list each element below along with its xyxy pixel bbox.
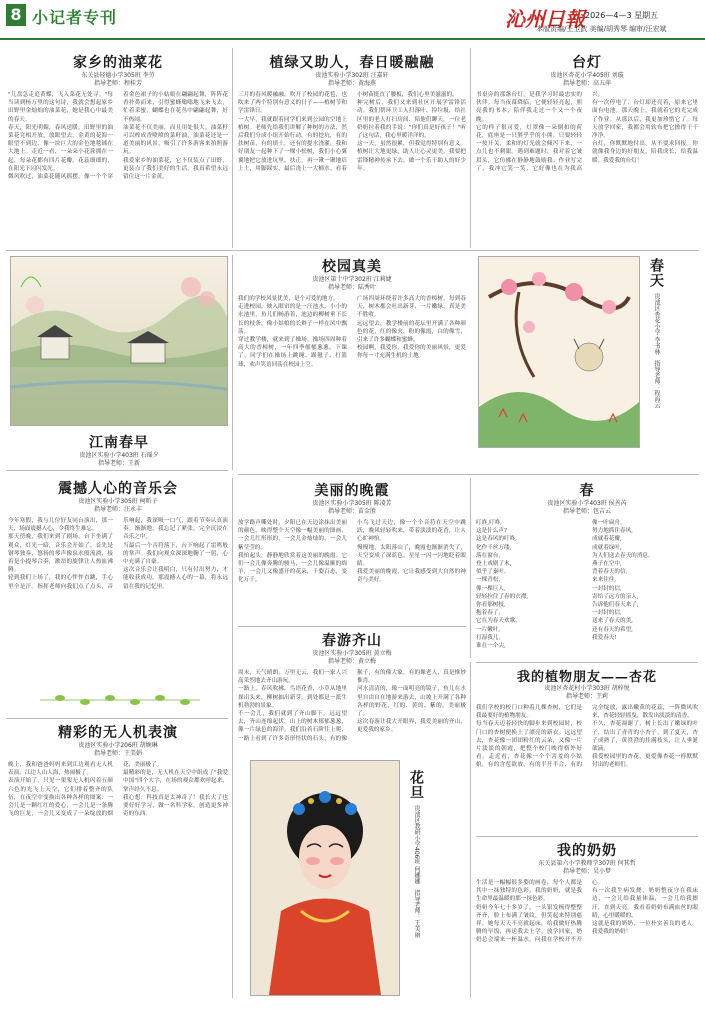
- divider: [232, 48, 233, 248]
- teacher: 指导老师：王美丽: [413, 889, 420, 938]
- divider: [470, 478, 471, 658]
- article-drone-show: [8, 722, 228, 999]
- author: 贵池区实验小学403班 侯善芮: [547, 500, 627, 507]
- author: 贵池区杏花村小学303班 胡梓悦: [544, 685, 630, 692]
- article-title: 精彩的无人机表演: [58, 725, 178, 741]
- teacher: 指导老师：高五萍: [562, 80, 611, 87]
- divider: [238, 474, 699, 475]
- article-spring-poem: [476, 480, 698, 671]
- article-body: 我们学校的校门口种着几棵杏树，它们是我最要好的植物朋友。 每当春天迈着轻快的脚步来到校园时，校门口的杏树便换上了漂亮的新衣。远远望去，杏花像一团团粉红的云朵，又像一片片淡淡的朝霞，把整个校门映得格外好看。走近看，杏花像一个个害羞的小姑娘，有的含苞欲放，有的半开半合，有的完全绽放，露出嫩黄的花蕊，一阵微风吹来，杏花轻轻摇曳，散发出淡淡的清香。 不久，杏花凋谢了，树上长出了嫩绿的叶子，结出了青青的小杏子。到了夏天，杏子成熟了，黄澄澄的挂满枝头，让人垂涎欲滴。 我爱校园里的杏花，更爱像杏花一样默默付出的老师们。: [476, 705, 698, 769]
- divider: [238, 626, 466, 627]
- article-body: 晚上，我和爸爸妈妈来到江边观看无人机表演。江边人山人海，热闹极了。 表演开始了，只见一架架无人机闪着五颜六色的光飞上天空，它们排着整齐的队伍，在夜空中变换出各种各样的图案：一会儿是一颗红红的爱心，一会儿是一条腾飞的巨龙，一会儿又变成了一朵绽放的烟花，美丽极了。 最精彩的是，无人机在天空中组成了"我爱中国"四个大字，在场的观众都欢呼起来，掌声经久不息。 我心想：科技真是太神奇了！我长大了也要好好学习，做一名科学家，创造更多神奇的东西。: [8, 762, 228, 818]
- author: 贵池区教研小学406班 何娜娜: [413, 805, 420, 885]
- teacher: 指导老师：汪永丰: [93, 506, 142, 513]
- divider: [470, 48, 471, 248]
- divider: [6, 250, 699, 251]
- article-title: 我的奶奶: [557, 843, 617, 859]
- article-body: 我们的学校风景优美，是个可爱的地方。 走进校园，映入眼帘的是一汪池水，小小的水池里，鱼儿们畅游着，池边的柳树垂下长长的枝条，像小姑娘的长辫子一样在风中飘荡。 穿过教学楼，就来到了操场。操场四周种着高大的香樟树，一年四季郁郁葱葱。下课了，同学们在操场上跳绳、踢毽子、打篮球，欢声笑语回荡在校园上空。 广场四周环绕着许多高大的香樟树，每到春天，树木都会吐出新芽，一片嫩绿，真是美不胜收。 远远望去，教学楼前的花坛里开满了各种颜色的花，红的像火，粉的像霞，白的像雪，引来了许多蝴蝶和蜜蜂。 校园啊，我爱你，我爱你的美丽风景，更爱你每一寸充满生机的土地。: [238, 296, 466, 368]
- teacher: 指导老师：王莉: [565, 693, 608, 700]
- article-body: 今年寒假，我与几位好友同台演出，那一天，场面震撼人心，令我终生难忘。 那天傍晚，我们来到了剧场，台下坐满了观众，灯光一暗，音乐会开始了。首先是钢琴独奏，悠扬的琴声像泉水般流淌，接着是小提琴合奏，激昂的旋律让人热血沸腾。 轮到我们上场了，我的心怦怦直跳，手心里全是汗。指挥老师向我们点了点头，音乐响起，我深吸一口气，跟着节奏认真演奏。渐渐地，我忘记了紧张，完全沉浸在音乐之中。 当最后一个音符落下，台下响起了雷鸣般的掌声。我们向观众深深地鞠了一躬，心中充满了自豪。 这次音乐会让我明白，只有付出努力，才能收获成功。那震撼人心的一幕，将永远留在我的记忆里。: [8, 518, 228, 590]
- article-title: 校园真美: [322, 259, 382, 275]
- author: 东关县轻德小学305班 李劳: [81, 72, 155, 79]
- article-planting: [238, 52, 466, 211]
- painting-spring-scene: [479, 257, 639, 447]
- caption-spring: [646, 258, 666, 448]
- painting-jiangnan-spring: [10, 256, 228, 426]
- section-title: 小记者专刊: [32, 8, 118, 27]
- teacher: 指导老师：苗金胜: [327, 508, 376, 515]
- teacher: 指导老师：黄海燕: [327, 80, 376, 87]
- painting-scene: [11, 257, 227, 425]
- painting-spring: [478, 256, 640, 448]
- teacher: 指导老师：程桂芳: [93, 80, 142, 87]
- article-concert: [8, 478, 228, 687]
- teacher: 指导老师：吴小梦: [562, 868, 611, 875]
- article-grandma: [476, 840, 698, 1014]
- painting-huadan: [250, 760, 400, 996]
- author: 贵池区杏花小学 李书林: [653, 293, 660, 356]
- opera-mask-figure: [251, 761, 399, 995]
- article-title: 震撼人心的音乐会: [58, 481, 178, 497]
- article-qishan: [238, 630, 466, 779]
- divider: [232, 255, 233, 470]
- author: 贵池区实验小学403班 石瑶夕: [79, 452, 159, 459]
- article-title: 春游齐山: [322, 633, 382, 649]
- newspaper-logo: 沁州日報: [505, 7, 585, 31]
- article-title: 我的植物朋友——杏花: [516, 670, 657, 685]
- author: 贵池区实验小学305班 黄立梅: [312, 650, 392, 657]
- article-body: "儿盘急走追黄蝶，飞入菜花无处寻。"每当读到杨万里的这句诗，我就会想起家乡田野里金灿灿的油菜花，她是我心中最美的春天。 春天，阳光明媚，春风送暖。田野里的油菜花竞相开放，放眼望去，金黄的花海一眼望不到边，像一块巨大的金色地毯铺在大地上。走近一看，一朵朵小花簇拥在一起，每朵花都有四片花瓣，花蕊细细的，在阳光下闪闪发光。 微风吹过，油菜花随风摇摆，像一个个穿着金色裙子的小姑娘在翩翩起舞，阵阵花香扑鼻而来，引得蜜蜂嗡嗡地飞来飞去，忙着采蜜，蝴蝶也在花丛中翩翩起舞，好不热闹。 油菜花不仅美丽，而且用处很大。油菜籽可以榨成香喷喷的菜籽油，油菜花还是一道美丽的风景，吸引了许多游客来拍照游玩。 我爱家乡的油菜花，它不仅装点了田野，更装点了我们美好的生活，我真希望永远留住这一片金黄。: [8, 92, 228, 181]
- author: 贵池区实验小学206班 胡婉琳: [78, 742, 158, 749]
- author: 贵池区杏花小学405班 刘璇: [550, 72, 624, 79]
- article-apricot: [476, 666, 698, 844]
- article-lamp: [476, 52, 698, 241]
- teacher: 指导老师：程海云: [653, 360, 660, 409]
- caption-huadan: [406, 770, 426, 990]
- article-sunset: [238, 480, 466, 637]
- divider: [476, 836, 698, 837]
- artwork-title: 江南春早: [89, 435, 149, 451]
- poem-body: 叮咚,叮咚, 这是什么声? 这是春风的叮咚, 化作千丝万缕, 落在窗台, 登上戏剧了木, 似乎了秦叶。 一棵青松, 像一棵巨人, 轻轻拉住了春的衣襟, 你看那树枝, 抱着春了, 它在为春天欢歌。 一片嫩叶, 打湿我儿, 谁在一个尖, 像一叶扁舟。 努力地抓住春风, 成就着花瓣, 成就着绿叶, 为人们送去春天的消息。 燕子在空中, 背着春天的信, 来来往往, 一封封的信, 寄给了远方的亲人, 告诉他们春天来了, 一封封的信, 送来了春天的美, 还有春天的希望, 我爱春天!: [476, 520, 654, 650]
- article-title: 美丽的晚霞: [314, 483, 390, 499]
- teacher: 指导老师：包吉云: [562, 508, 611, 515]
- issue-date: 2026—4—3 星期五: [585, 11, 659, 20]
- author: 东关县第六小学教师学307班 何其哲: [538, 860, 636, 867]
- author: 贵池区第十中学302班 江莉婕: [312, 276, 392, 283]
- editors-line: 本版责编/王卫武 美编/胡秀琴 编审/汪宏斌: [536, 25, 667, 33]
- article-title: 春: [579, 483, 595, 499]
- artwork-title: 春天: [648, 258, 664, 288]
- divider: [6, 470, 228, 471]
- divider: [476, 662, 698, 663]
- author: 贵池实验小学302班 汪嘉轩: [315, 72, 389, 79]
- article-campus: [238, 256, 466, 467]
- teacher: 指导老师：王美娟: [93, 750, 142, 757]
- teacher: 指导老师：黄立梅: [327, 658, 376, 665]
- article-oil-flower: [8, 52, 228, 199]
- divider: [232, 478, 233, 998]
- artwork-title: 花旦: [408, 770, 424, 800]
- article-title: 植绿又助人，春日暖融融: [269, 55, 435, 71]
- author: 贵池区实验小学305班 陈凌芳: [312, 500, 392, 507]
- article-body: 生活是一幅幅很多姿的画卷，每个人都是其中一抹独特的色彩。我的奶奶，就是我生命里最温暖的那一抹色彩。 奶奶今年七十多岁了，一头银发梳得整整齐齐，脸上布满了皱纹，但笑起来特别慈祥。她每天天不亮就起床，给我做好热腾腾的早饭，再送我去上学。放学回家，奶奶总会端来一杯温水，问我在学校开不开心。 有一次我生病发烧，奶奶整夜守在我床边，一会儿给我量体温，一会儿给我擦汗，直到天亮。我看着奶奶布满血丝的眼睛，心里暖暖的。 这就是我的奶奶，一位朴实善良的老人。我爱我的奶奶！: [476, 880, 698, 944]
- divider: [470, 662, 471, 998]
- article-title: 家乡的油菜花: [73, 55, 163, 71]
- article-body: 放学路声嘶处时，夕阳已在天边涂抹出美丽的颜色，映得整个天空像一幅美丽的图画，一会儿红彤彤的，一会儿金灿灿的，一会儿紫莹莹的。 我抬起头，静静地欣赏着这美丽的晚霞。它们一会儿像奔腾的骏马，一会儿像温顺的绵羊，一会儿又像盛开的花朵，千姿百态，变化万千。 小鸟飞过天边，像一个个音符在天空中跳跃，晚风轻轻吹来，带着淡淡的花香，让人心旷神怡。 慢慢地，太阳落山了，晚霞也渐渐消失了，天空变成了深蓝色，星星一闪一闪地眨着眼睛。 我爱美丽的晚霞，它让我感受到大自然的神奇与美好。: [238, 520, 466, 584]
- article-body: 三月的春风暖融融，吹开了校园的花苞，也吹来了两个特别有意义的日子——植树节和学雷锋日。 一大早，我就跟着同学们来到公园的空地上植树。老师先给我们讲解了种树的方法，然后我们分成小组开始行动。有的挖坑，有的扶树苗，有的填土，还有的提水浇灌。我和好朋友一起种下了一棵小松树，我们小心翼翼地把它放进坑里，扶正，再一锹一锹地培上土，用脚踩实，最后浇上一大桶水。看着小树苗挺直了腰板，我们心里美滋滋的。 种完树后，我们又来到社区开展学雷锋活动。我们帮环卫工人扫落叶、捡垃圾，给社区里的老人打扫房间、陪他们聊天。一位老奶奶拉着我的手说："你们真是好孩子！"听了这句话，我心里暖洋洋的。 这一天，虽然很累，但我觉得特别有意义。植树让大地更绿，助人让心灵更美。我要把雷锋精神传承下去，做一个乐于助人的好少年。: [238, 92, 466, 172]
- author: 贵池区实验小学305班 柯昕子: [78, 498, 158, 505]
- caption-jiangnan: [10, 432, 228, 468]
- teacher: 指导老师：陆秀叶: [327, 284, 376, 291]
- teacher: 指导老师：王新: [97, 460, 140, 467]
- article-body: 周末，天气晴朗，万里无云，我们一家人兴高采烈地去齐山游玩。 一路上，春风吹拂，鸟语花香，小草从地里探出头来，柳树抽出新芽，到处都是一派生机勃勃的景象。 不一会儿，我们就到了齐山脚下。远远望去，齐山连绵起伏，山上的树木郁郁葱葱，像一片绿色的海洋。我们沿着石阶往上爬，一路上看到了许多奇形怪状的石头，有的像猴子，有的像大象，有的像老人，真是惟妙惟肖。 河水清清的，像一面明亮的镜子，鱼儿在水里自由自在地游来游去，山坡上开满了各种各样的野花，红的、黄的、紫的，美丽极了。 这次春游让我大开眼界，我爱美丽的齐山，更爱我的家乡。: [238, 670, 466, 742]
- divider: [6, 718, 228, 719]
- article-title: 台灯: [572, 55, 602, 71]
- article-body: 书桌旁的那盏台灯，是我学习时最忠实的伙伴。每当夜幕降临，它便轻轻亮起，照亮我的书本，陪伴我走过一个又一个夜晚。 它的样子很可爱，灯罩像一朵倒扣的荷花，底座是一只胖乎乎的小熊。只要轻轻一按开关，柔和的灯光就会倾泻下来，一点儿也不刺眼。遇到难题时，我对着它皱眉头，它仿佛在静静地鼓励我；作业写完了，我冲它笑一笑，它好像也在为我高兴。 有一次停电了，台灯却还亮着，原来它里面有电池。那天晚上，我就着它的光完成了作业。从那以后，我更加珍惜它了。每天放学回家，我都会用软布把它擦得干干净净。 台灯，你默默地付出，从不要求回报。你就像我身边的好朋友，陪我成长，给我温暖。我爱我的台灯！: [476, 92, 698, 172]
- leaf-divider-icon: [40, 688, 200, 712]
- page-number: 8: [6, 4, 26, 26]
